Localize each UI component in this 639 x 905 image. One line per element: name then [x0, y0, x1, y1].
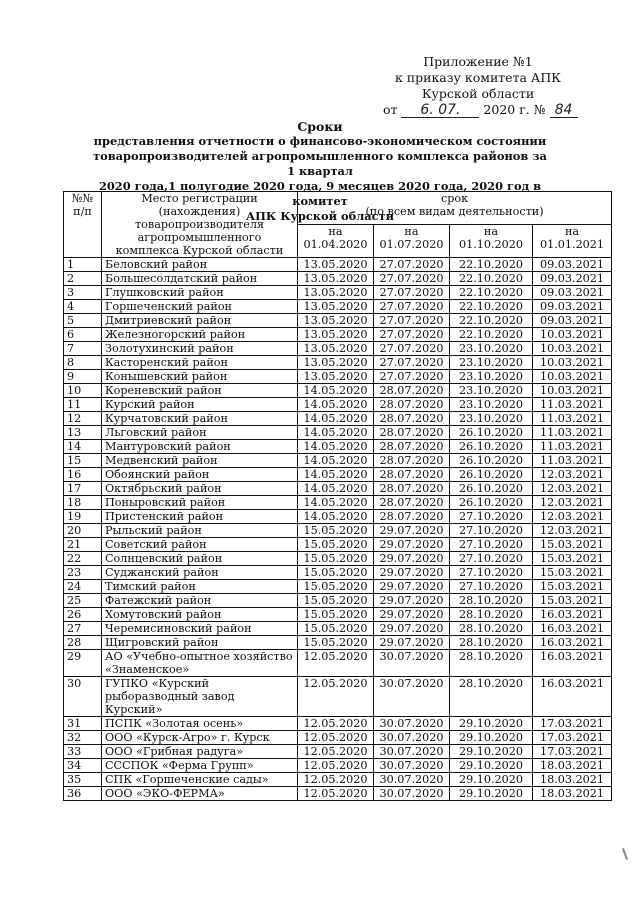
title-heading: Сроки [297, 119, 343, 134]
row-deadline-q1: 15.05.2020 [298, 622, 374, 636]
row-place: Беловский район [102, 258, 298, 272]
row-deadline-year: 10.03.2021 [533, 384, 612, 398]
row-number: 18 [64, 496, 102, 510]
row-deadline-9m: 26.10.2020 [450, 496, 533, 510]
row-deadline-year: 16.03.2021 [533, 608, 612, 622]
row-place: ООО «Грибная радуга» [102, 745, 298, 759]
row-place: Советский район [102, 538, 298, 552]
row-place: ГУПКО «Курский рыборазводный завод Курский» [102, 677, 298, 717]
row-deadline-q1: 12.05.2020 [298, 650, 374, 677]
row-number: 27 [64, 622, 102, 636]
row-deadline-9m: 28.10.2020 [450, 608, 533, 622]
header-col-4 [533, 225, 612, 258]
row-number: 31 [64, 717, 102, 731]
row-deadline-h1: 29.07.2020 [374, 538, 450, 552]
row-place: ООО «ЭКО-ФЕРМА» [102, 787, 298, 801]
appendix-order: к приказу комитета АПК [395, 70, 561, 85]
row-number: 3 [64, 286, 102, 300]
row-number: 24 [64, 580, 102, 594]
row-deadline-h1: 27.07.2020 [374, 272, 450, 286]
row-deadline-year: 12.03.2021 [533, 510, 612, 524]
row-deadline-h1: 27.07.2020 [374, 314, 450, 328]
row-deadline-9m: 23.10.2020 [450, 384, 533, 398]
row-place: Кореневский район [102, 384, 298, 398]
row-deadline-year: 09.03.2021 [533, 300, 612, 314]
row-deadline-9m: 28.10.2020 [450, 636, 533, 650]
row-deadline-q1: 14.05.2020 [298, 454, 374, 468]
header-col-3-date: 01.10.2020 [458, 238, 524, 251]
row-number: 5 [64, 314, 102, 328]
table-row [64, 356, 612, 370]
row-deadline-9m: 29.10.2020 [450, 717, 533, 731]
row-deadline-year: 17.03.2021 [533, 745, 612, 759]
row-deadline-year: 16.03.2021 [533, 677, 612, 717]
appendix-date-line [383, 102, 573, 118]
row-deadline-h1: 27.07.2020 [374, 342, 450, 356]
row-deadline-year: 12.03.2021 [533, 524, 612, 538]
row-deadline-9m: 27.10.2020 [450, 580, 533, 594]
row-deadline-h1: 29.07.2020 [374, 608, 450, 622]
header-period-top: срок [440, 192, 469, 205]
row-deadline-h1: 30.07.2020 [374, 717, 450, 731]
row-deadline-h1: 30.07.2020 [374, 731, 450, 745]
table-row [64, 677, 612, 717]
row-deadline-year: 15.03.2021 [533, 566, 612, 580]
row-deadline-year: 15.03.2021 [533, 552, 612, 566]
row-deadline-9m: 27.10.2020 [450, 538, 533, 552]
row-deadline-year: 09.03.2021 [533, 272, 612, 286]
row-deadline-q1: 13.05.2020 [298, 356, 374, 370]
header-col-2-pre: на [404, 225, 419, 238]
table-row [64, 440, 612, 454]
handwritten-number: 84 [550, 103, 578, 118]
row-deadline-h1: 28.07.2020 [374, 412, 450, 426]
row-place: Золотухинский район [102, 342, 298, 356]
row-number: 33 [64, 745, 102, 759]
row-place: ООО «Курск-Агро» г. Курск [102, 731, 298, 745]
row-number: 19 [64, 510, 102, 524]
table-row [64, 650, 612, 677]
title-line-4: АПК Курской области [245, 209, 395, 223]
row-deadline-q1: 14.05.2020 [298, 384, 374, 398]
row-deadline-9m: 23.10.2020 [450, 412, 533, 426]
row-place: Железногорский район [102, 328, 298, 342]
row-number: 32 [64, 731, 102, 745]
row-deadline-q1: 13.05.2020 [298, 258, 374, 272]
row-place: Солнцевский район [102, 552, 298, 566]
row-place: Фатежский район [102, 594, 298, 608]
row-deadline-q1: 13.05.2020 [298, 328, 374, 342]
row-deadline-q1: 15.05.2020 [298, 566, 374, 580]
row-deadline-year: 11.03.2021 [533, 440, 612, 454]
row-deadline-year: 11.03.2021 [533, 398, 612, 412]
row-number: 34 [64, 759, 102, 773]
table-row [64, 622, 612, 636]
row-deadline-year: 15.03.2021 [533, 538, 612, 552]
header-period-sub: (по всем видам деятельности) [365, 205, 544, 218]
row-deadline-h1: 27.07.2020 [374, 356, 450, 370]
row-deadline-9m: 28.10.2020 [450, 677, 533, 717]
scan-mark [622, 848, 628, 860]
table-row [64, 482, 612, 496]
row-place: Обоянский район [102, 468, 298, 482]
row-number: 21 [64, 538, 102, 552]
row-number: 17 [64, 482, 102, 496]
row-deadline-year: 17.03.2021 [533, 717, 612, 731]
row-place: СПК «Горшеченские сады» [102, 773, 298, 787]
row-deadline-q1: 14.05.2020 [298, 482, 374, 496]
row-deadline-year: 10.03.2021 [533, 356, 612, 370]
row-number: 10 [64, 384, 102, 398]
row-place: ПСПК «Золотая осень» [102, 717, 298, 731]
row-number: 11 [64, 398, 102, 412]
table-row [64, 538, 612, 552]
header-col-1-pre: на [328, 225, 343, 238]
table-row [64, 342, 612, 356]
table-row [64, 384, 612, 398]
row-deadline-year: 09.03.2021 [533, 258, 612, 272]
row-deadline-q1: 13.05.2020 [298, 370, 374, 384]
row-deadline-h1: 30.07.2020 [374, 773, 450, 787]
row-place: Курчатовский район [102, 412, 298, 426]
row-deadline-year: 17.03.2021 [533, 731, 612, 745]
row-deadline-q1: 13.05.2020 [298, 286, 374, 300]
deadlines-table [63, 191, 612, 801]
row-place: Большесолдатский район [102, 272, 298, 286]
row-deadline-h1: 27.07.2020 [374, 286, 450, 300]
row-deadline-h1: 30.07.2020 [374, 759, 450, 773]
table-row [64, 510, 612, 524]
row-number: 28 [64, 636, 102, 650]
row-deadline-9m: 26.10.2020 [450, 482, 533, 496]
table-row [64, 300, 612, 314]
row-deadline-h1: 29.07.2020 [374, 594, 450, 608]
row-number: 12 [64, 412, 102, 426]
row-deadline-9m: 22.10.2020 [450, 328, 533, 342]
row-deadline-q1: 13.05.2020 [298, 342, 374, 356]
row-deadline-year: 18.03.2021 [533, 773, 612, 787]
table-row [64, 496, 612, 510]
row-deadline-h1: 28.07.2020 [374, 496, 450, 510]
row-deadline-9m: 27.10.2020 [450, 510, 533, 524]
row-deadline-q1: 15.05.2020 [298, 538, 374, 552]
row-place: Тимский район [102, 580, 298, 594]
row-number: 15 [64, 454, 102, 468]
header-col-4-date: 01.01.2021 [539, 238, 605, 251]
table-row [64, 454, 612, 468]
row-place: Конышевский район [102, 370, 298, 384]
row-place: Дмитриевский район [102, 314, 298, 328]
row-deadline-year: 18.03.2021 [533, 759, 612, 773]
table-row [64, 552, 612, 566]
row-deadline-year: 09.03.2021 [533, 286, 612, 300]
row-deadline-q1: 14.05.2020 [298, 398, 374, 412]
table-row [64, 412, 612, 426]
row-deadline-year: 12.03.2021 [533, 468, 612, 482]
row-deadline-h1: 27.07.2020 [374, 258, 450, 272]
row-deadline-q1: 15.05.2020 [298, 524, 374, 538]
table-row [64, 258, 612, 272]
row-number: 14 [64, 440, 102, 454]
row-deadline-q1: 13.05.2020 [298, 314, 374, 328]
header-col-2-date: 01.07.2020 [379, 238, 444, 251]
row-deadline-h1: 28.07.2020 [374, 440, 450, 454]
row-number: 30 [64, 677, 102, 717]
row-place: Октябрьский район [102, 482, 298, 496]
row-deadline-q1: 15.05.2020 [298, 580, 374, 594]
row-deadline-9m: 26.10.2020 [450, 454, 533, 468]
row-deadline-9m: 29.10.2020 [450, 773, 533, 787]
row-deadline-q1: 14.05.2020 [298, 510, 374, 524]
row-number: 8 [64, 356, 102, 370]
row-deadline-9m: 29.10.2020 [450, 787, 533, 801]
row-deadline-9m: 26.10.2020 [450, 440, 533, 454]
row-deadline-q1: 12.05.2020 [298, 787, 374, 801]
table-row [64, 370, 612, 384]
table-row [64, 524, 612, 538]
row-deadline-year: 11.03.2021 [533, 426, 612, 440]
row-deadline-9m: 26.10.2020 [450, 426, 533, 440]
table-row [64, 426, 612, 440]
row-deadline-9m: 27.10.2020 [450, 566, 533, 580]
header-col-2 [374, 225, 450, 258]
row-deadline-year: 15.03.2021 [533, 580, 612, 594]
row-deadline-year: 10.03.2021 [533, 342, 612, 356]
row-deadline-h1: 29.07.2020 [374, 636, 450, 650]
row-number: 29 [64, 650, 102, 677]
table-row [64, 608, 612, 622]
appendix-block [383, 54, 573, 118]
row-deadline-q1: 12.05.2020 [298, 773, 374, 787]
row-deadline-q1: 14.05.2020 [298, 426, 374, 440]
header-period [298, 192, 612, 225]
row-number: 6 [64, 328, 102, 342]
appendix-title: Приложение №1 [423, 54, 533, 69]
table-row [64, 731, 612, 745]
row-deadline-h1: 28.07.2020 [374, 482, 450, 496]
row-deadline-year: 16.03.2021 [533, 636, 612, 650]
row-place: Суджанский район [102, 566, 298, 580]
header-col-1 [298, 225, 374, 258]
row-deadline-q1: 14.05.2020 [298, 496, 374, 510]
row-deadline-q1: 12.05.2020 [298, 759, 374, 773]
row-number: 20 [64, 524, 102, 538]
row-place: Горшеченский район [102, 300, 298, 314]
row-place: Хомутовский район [102, 608, 298, 622]
row-deadline-q1: 12.05.2020 [298, 745, 374, 759]
row-deadline-9m: 28.10.2020 [450, 594, 533, 608]
row-deadline-year: 11.03.2021 [533, 454, 612, 468]
row-place: АО «Учебно-опытное хозяйство «Знаменское» [102, 650, 298, 677]
row-deadline-9m: 22.10.2020 [450, 286, 533, 300]
table-row [64, 745, 612, 759]
row-place: Черемисиновский район [102, 622, 298, 636]
row-deadline-h1: 30.07.2020 [374, 787, 450, 801]
table-row [64, 566, 612, 580]
date-year: 2020 г. № [483, 102, 546, 117]
row-deadline-h1: 30.07.2020 [374, 745, 450, 759]
row-deadline-9m: 29.10.2020 [450, 731, 533, 745]
row-deadline-q1: 14.05.2020 [298, 440, 374, 454]
row-deadline-h1: 29.07.2020 [374, 580, 450, 594]
row-deadline-h1: 29.07.2020 [374, 524, 450, 538]
header-col-3 [450, 225, 533, 258]
table-row [64, 717, 612, 731]
row-deadline-q1: 14.05.2020 [298, 468, 374, 482]
row-deadline-9m: 29.10.2020 [450, 745, 533, 759]
row-deadline-q1: 13.05.2020 [298, 300, 374, 314]
row-deadline-year: 12.03.2021 [533, 496, 612, 510]
table-row [64, 328, 612, 342]
row-deadline-year: 16.03.2021 [533, 650, 612, 677]
row-number: 2 [64, 272, 102, 286]
row-place: Медвенский район [102, 454, 298, 468]
row-deadline-year: 18.03.2021 [533, 787, 612, 801]
row-deadline-h1: 29.07.2020 [374, 622, 450, 636]
row-place: СССПОК «Ферма Групп» [102, 759, 298, 773]
row-deadline-9m: 29.10.2020 [450, 759, 533, 773]
row-place: Рыльский район [102, 524, 298, 538]
row-deadline-9m: 26.10.2020 [450, 468, 533, 482]
row-deadline-q1: 15.05.2020 [298, 636, 374, 650]
header-col-1-date: 01.04.2020 [303, 238, 368, 251]
row-deadline-year: 10.03.2021 [533, 328, 612, 342]
table-row [64, 398, 612, 412]
row-deadline-q1: 13.05.2020 [298, 272, 374, 286]
row-deadline-year: 09.03.2021 [533, 314, 612, 328]
row-deadline-h1: 27.07.2020 [374, 370, 450, 384]
row-place: Глушковский район [102, 286, 298, 300]
row-deadline-q1: 14.05.2020 [298, 412, 374, 426]
row-number: 13 [64, 426, 102, 440]
row-place: Мантуровский район [102, 440, 298, 454]
row-deadline-9m: 23.10.2020 [450, 356, 533, 370]
row-number: 7 [64, 342, 102, 356]
row-deadline-h1: 27.07.2020 [374, 328, 450, 342]
row-number: 36 [64, 787, 102, 801]
row-place: Пристенский район [102, 510, 298, 524]
row-deadline-9m: 28.10.2020 [450, 650, 533, 677]
table-row [64, 580, 612, 594]
row-deadline-9m: 23.10.2020 [450, 342, 533, 356]
row-number: 26 [64, 608, 102, 622]
row-deadline-h1: 28.07.2020 [374, 398, 450, 412]
row-deadline-q1: 15.05.2020 [298, 608, 374, 622]
row-deadline-h1: 29.07.2020 [374, 552, 450, 566]
row-deadline-year: 12.03.2021 [533, 482, 612, 496]
table-row [64, 759, 612, 773]
row-deadline-h1: 30.07.2020 [374, 677, 450, 717]
row-deadline-h1: 28.07.2020 [374, 468, 450, 482]
row-deadline-h1: 28.07.2020 [374, 454, 450, 468]
table-row [64, 594, 612, 608]
table-row [64, 773, 612, 787]
row-place: Касторенский район [102, 356, 298, 370]
row-deadline-9m: 23.10.2020 [450, 370, 533, 384]
row-deadline-9m: 28.10.2020 [450, 622, 533, 636]
row-number: 16 [64, 468, 102, 482]
row-deadline-year: 11.03.2021 [533, 412, 612, 426]
row-deadline-9m: 22.10.2020 [450, 258, 533, 272]
date-prefix: от [383, 102, 398, 117]
table-body [64, 258, 612, 801]
header-col-4-pre: на [564, 225, 580, 238]
row-deadline-h1: 29.07.2020 [374, 566, 450, 580]
row-deadline-h1: 27.07.2020 [374, 300, 450, 314]
table-row [64, 286, 612, 300]
row-deadline-q1: 12.05.2020 [298, 731, 374, 745]
header-number: №№ п/п [64, 192, 102, 258]
row-deadline-q1: 12.05.2020 [298, 717, 374, 731]
table-row [64, 636, 612, 650]
row-place: Поныровский район [102, 496, 298, 510]
row-deadline-q1: 12.05.2020 [298, 677, 374, 717]
header-col-3-pre: на [483, 225, 499, 238]
row-place: Щигровский район [102, 636, 298, 650]
header-place: Место регистрации (нахождения) товаропроизводителя агропромышленного комплекса Курской области [102, 192, 298, 258]
row-place: Курский район [102, 398, 298, 412]
row-deadline-9m: 22.10.2020 [450, 314, 533, 328]
row-deadline-year: 15.03.2021 [533, 594, 612, 608]
row-deadline-9m: 22.10.2020 [450, 300, 533, 314]
row-number: 22 [64, 552, 102, 566]
appendix-region: Курской области [421, 86, 535, 101]
handwritten-date: 6. 07. [401, 103, 479, 118]
row-deadline-9m: 22.10.2020 [450, 272, 533, 286]
row-deadline-h1: 28.07.2020 [374, 426, 450, 440]
row-deadline-9m: 27.10.2020 [450, 552, 533, 566]
row-deadline-year: 16.03.2021 [533, 622, 612, 636]
row-number: 25 [64, 594, 102, 608]
table-row [64, 468, 612, 482]
row-deadline-q1: 15.05.2020 [298, 594, 374, 608]
row-deadline-year: 10.03.2021 [533, 370, 612, 384]
row-number: 4 [64, 300, 102, 314]
table-row [64, 272, 612, 286]
row-deadline-h1: 30.07.2020 [374, 650, 450, 677]
title-line-3: 2020 года,1 полугодие 2020 года, 9 месяцев 2020 года, 2020 год в комитет [98, 179, 542, 208]
row-number: 1 [64, 258, 102, 272]
title-line-2: товаропроизводителей агропромышленного комплекса районов за 1 квартал [93, 149, 547, 178]
table-row [64, 787, 612, 801]
row-deadline-h1: 28.07.2020 [374, 384, 450, 398]
row-number: 23 [64, 566, 102, 580]
title-line-1: представления отчетности о финансово-экономическом состоянии [93, 134, 547, 148]
table-row [64, 314, 612, 328]
row-deadline-9m: 27.10.2020 [450, 524, 533, 538]
row-place: Льговский район [102, 426, 298, 440]
row-deadline-h1: 28.07.2020 [374, 510, 450, 524]
row-deadline-q1: 15.05.2020 [298, 552, 374, 566]
row-number: 9 [64, 370, 102, 384]
row-number: 35 [64, 773, 102, 787]
row-deadline-9m: 23.10.2020 [450, 398, 533, 412]
